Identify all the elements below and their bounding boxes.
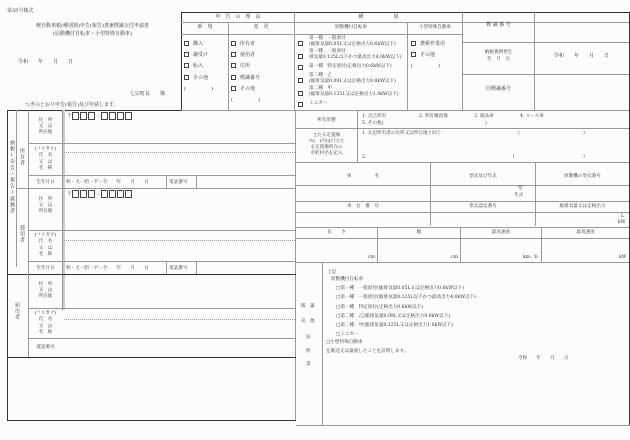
cert-label-transfer-2: 渡 [310,319,315,324]
length-label: 長 さ [327,230,346,235]
form-number: 第35号様式 [7,8,34,14]
cert-label-transfer-1: 譲 [310,304,315,309]
addressee: 七宗町長 様 [130,91,166,97]
owner-furigana-field[interactable] [66,144,295,152]
cert-moped: 原動機付自転車 [331,277,364,282]
ownership-opt1[interactable]: 1. 自己所有 [362,114,387,119]
ownership-opt4[interactable]: 4. リース車 [520,114,544,119]
user-phone-field[interactable] [197,262,295,274]
user-birth-label: 生年月日 [36,266,55,271]
change-reason-list [231,39,260,106]
filer-vertical-label: 届出者 [14,302,20,320]
user-address-label: 住 所 又 は 所在地 [38,197,53,214]
change-reason-plate[interactable]: 標識番号 [231,73,260,84]
displacement-label: 総排気量又は定格出力 [559,204,606,209]
checkbox[interactable] [298,91,303,96]
model-unit: 型 [518,186,523,191]
cert-item-type1-general-125[interactable]: □第一種 一般原付(総排気量0.125L以下かつ最高出力4.0kW以下) [336,295,477,301]
intro-text: つぎのとおり申告(報告)及び申請します。 [25,102,119,108]
vehicle-name-field[interactable] [297,186,429,200]
cert-label-sale-2: 売 [301,319,306,324]
old-plate-field[interactable] [535,75,628,109]
storage-opt2[interactable]: 2. [362,155,367,160]
application-date: 令和 年 月 日 [18,59,74,65]
filer-name-label: (フリガナ) 氏 名 又 は 名 称 [34,311,57,335]
old-plate-label: 旧標識番号 [485,86,511,92]
cert-statement: を販売又は譲渡したことを証明します。 [326,349,409,354]
change-header: 変 更 [253,24,269,30]
checkbox[interactable] [184,41,189,46]
unit-cm-length: cm [368,255,375,260]
owner-birth-value[interactable]: 明・大・昭・平・令 年 月 日 [66,180,149,185]
approval-number-field[interactable] [431,213,534,226]
ownership-opt5[interactable]: 5. その他( [362,121,384,126]
user-postal-code[interactable]: 〒 - [67,190,133,198]
cert-label-document: 書 [306,362,311,367]
user-name-field[interactable] [66,241,295,260]
ownership-opt2[interactable]: 2. 所有権留保 [419,114,448,119]
model-year-label: 型式及び年式 [469,174,497,179]
cert-signature-area[interactable] [323,368,628,424]
owner-phone-label: 電話番号 [169,180,188,185]
filer-name-field[interactable] [66,320,295,338]
special-vehicle-header: 小型特殊自動車 [418,25,452,30]
owner-phone-field[interactable] [197,176,295,188]
moped-header: 原動機付自転車 [334,25,368,30]
taxpayer-vertical-label: 納税(申告・報告)義務者 [9,140,15,214]
max-speed-label: 最高速度 [491,230,511,235]
checkbox[interactable] [298,65,303,70]
new-reason-transfer[interactable]: 譲受け [184,50,213,61]
unit-kmh: km／h [523,255,538,260]
cert-date[interactable]: 令和 年 月 日 [518,356,569,361]
storage-label: 主たる定置場 ※( )内は㈩主た る定置場所在の 市町村名を記入 [308,133,345,156]
vehicle-name-label: 車 名 [346,174,380,179]
owner-address-field[interactable] [66,121,295,142]
filer-phone-field[interactable] [66,339,295,356]
storage-opt1-paren-close: ) [583,131,585,136]
max-power-label: 最高速度 [576,230,595,235]
checkbox[interactable] [298,54,303,59]
user-furigana-field[interactable] [66,231,295,239]
ownership-opt5-close: ) [485,121,487,126]
special-other[interactable]: その他 [411,50,445,61]
filer-phone-label: 電話番号 [36,345,55,350]
storage-opt1-paren-open: ( [518,131,520,136]
cert-item-list [336,284,476,340]
category-header: 種 別 [358,14,399,20]
owner-name-label: (フリガナ) 氏 名 又 は 名 称 [34,147,57,171]
new-reason-list [184,39,213,95]
plate-number-label: 標 識 番 号 [486,22,511,28]
cert-label-cert: 証 [306,335,311,340]
unit-kilowatt: kW [618,220,626,225]
unit-kw-power: kW [619,255,627,260]
chassis-number-label: 車 台 番 号 [346,204,380,209]
checkbox[interactable] [231,75,236,80]
change-reason-address[interactable]: 住所 [231,61,260,72]
user-phone-label: 電話番号 [169,266,188,271]
owner-birth-label: 生年月日 [36,180,55,185]
checkbox[interactable] [298,78,303,83]
new-reason-other-detail[interactable]: ( ) [184,85,213,92]
owner-vertical-label: 所有者 [19,148,25,166]
change-reason-user[interactable]: 使用者 [231,50,260,61]
user-vertical-label: 使用者 [19,225,25,243]
storage-opt2-paren-close: ) [583,154,585,159]
form-title-line2: (原動機付自転車・小型特殊自動車) [53,31,132,37]
checkbox[interactable] [184,52,189,57]
cert-item-type1-general[interactable]: □第一種 一般原付(総排気量0.05L又は定格出力0.6kW以下) [336,286,464,291]
checkbox[interactable] [411,41,416,46]
checkbox[interactable] [184,75,189,80]
tax-date-value[interactable]: 令和 年 月 日 [553,53,609,59]
cert-item-type2-ko[interactable]: □第二種 甲(総排気量0.125L又は定格出力1.0kW以下) [336,323,454,329]
checkbox[interactable] [184,63,189,68]
cert-item-type1-specified[interactable]: □第一種 特定原付(定格出力0.6kW以下) [336,304,424,310]
cert-intro: 上記 [327,270,337,275]
reason-header: 申 告 の 理 由 [215,14,261,20]
year-unit: 年式 [514,193,524,198]
storage-opt2-paren-open: ( [513,154,515,159]
user-birth-value[interactable]: 明・大・昭・平・令 年 月 日 [66,266,149,271]
ownership-label: 所有形態 [317,118,336,123]
cert-item-type2-otsu[interactable]: □第二種 乙(総排気量0.09L又は定格出力0.8kW以下) [336,313,451,319]
filer-address-field[interactable] [66,276,295,307]
length-field[interactable] [297,239,376,261]
owner-address-label: 住 所 又 は 所在地 [38,118,53,135]
form-title-line1: 軽自動車税(種別割)申告(報告)書兼標識交付申請書 [36,23,149,29]
owner-name-field[interactable] [66,153,295,174]
plate-number-field[interactable] [535,13,628,42]
new-reason-move-in[interactable]: 転入 [184,61,213,72]
chassis-number-field[interactable] [297,213,429,226]
engine-model-label: 原動機の型式番号 [564,174,601,179]
checkbox[interactable] [231,52,236,57]
new-reason-other[interactable]: その他 [184,73,213,84]
ownership-opt3[interactable]: 3. 商品車 [474,114,494,119]
change-reason-owner[interactable]: 所有者 [231,39,260,50]
unit-cm-width: cm [451,255,458,260]
tax-date-label-2: 年 月 日 [487,57,510,62]
cert-label-proof: 明 [306,349,311,354]
checkbox[interactable] [231,63,236,68]
cert-label-sale-1: 販 [301,304,306,309]
user-name-label: (フリガナ) 氏 名 又 は 名 称 [34,233,57,257]
storage-opt1[interactable]: 1. 左記所有者の住所又は所在地と同じ [362,131,442,136]
max-power-field[interactable] [542,239,628,261]
cert-item-minicar[interactable]: □ミニカー [336,332,359,338]
cert-special-vehicle[interactable]: □小型特殊自動車 [326,340,363,345]
special-agricultural[interactable]: 農耕作業用 [411,39,445,50]
checkbox[interactable] [231,86,236,91]
approval-number-label: 型式認定番号 [469,204,497,209]
checkbox[interactable] [411,52,416,57]
engine-model-field[interactable] [536,186,628,200]
checkbox[interactable] [298,102,303,107]
filer-furigana-field[interactable] [66,309,295,317]
tax-date-label-1: 納税義務発生 [484,50,513,55]
new-header: 新 規 [197,24,213,30]
width-label: 幅 [416,230,422,235]
special-vehicle-list [411,39,445,73]
change-reason-other-detail[interactable]: ( ) [231,97,260,104]
change-reason-other[interactable]: その他 [231,84,260,95]
new-reason-purchase[interactable]: 購入 [184,39,213,50]
checkbox[interactable] [231,41,236,46]
owner-postal-code[interactable]: 〒 - [67,112,133,120]
special-other-detail[interactable]: ( ) [411,63,440,70]
width-field[interactable] [378,239,459,261]
user-address-field[interactable] [66,199,295,220]
unit-liter: L [621,214,625,219]
filer-address-label: 住 所 又 は 所在地 [38,282,53,299]
checkbox[interactable] [298,41,303,46]
